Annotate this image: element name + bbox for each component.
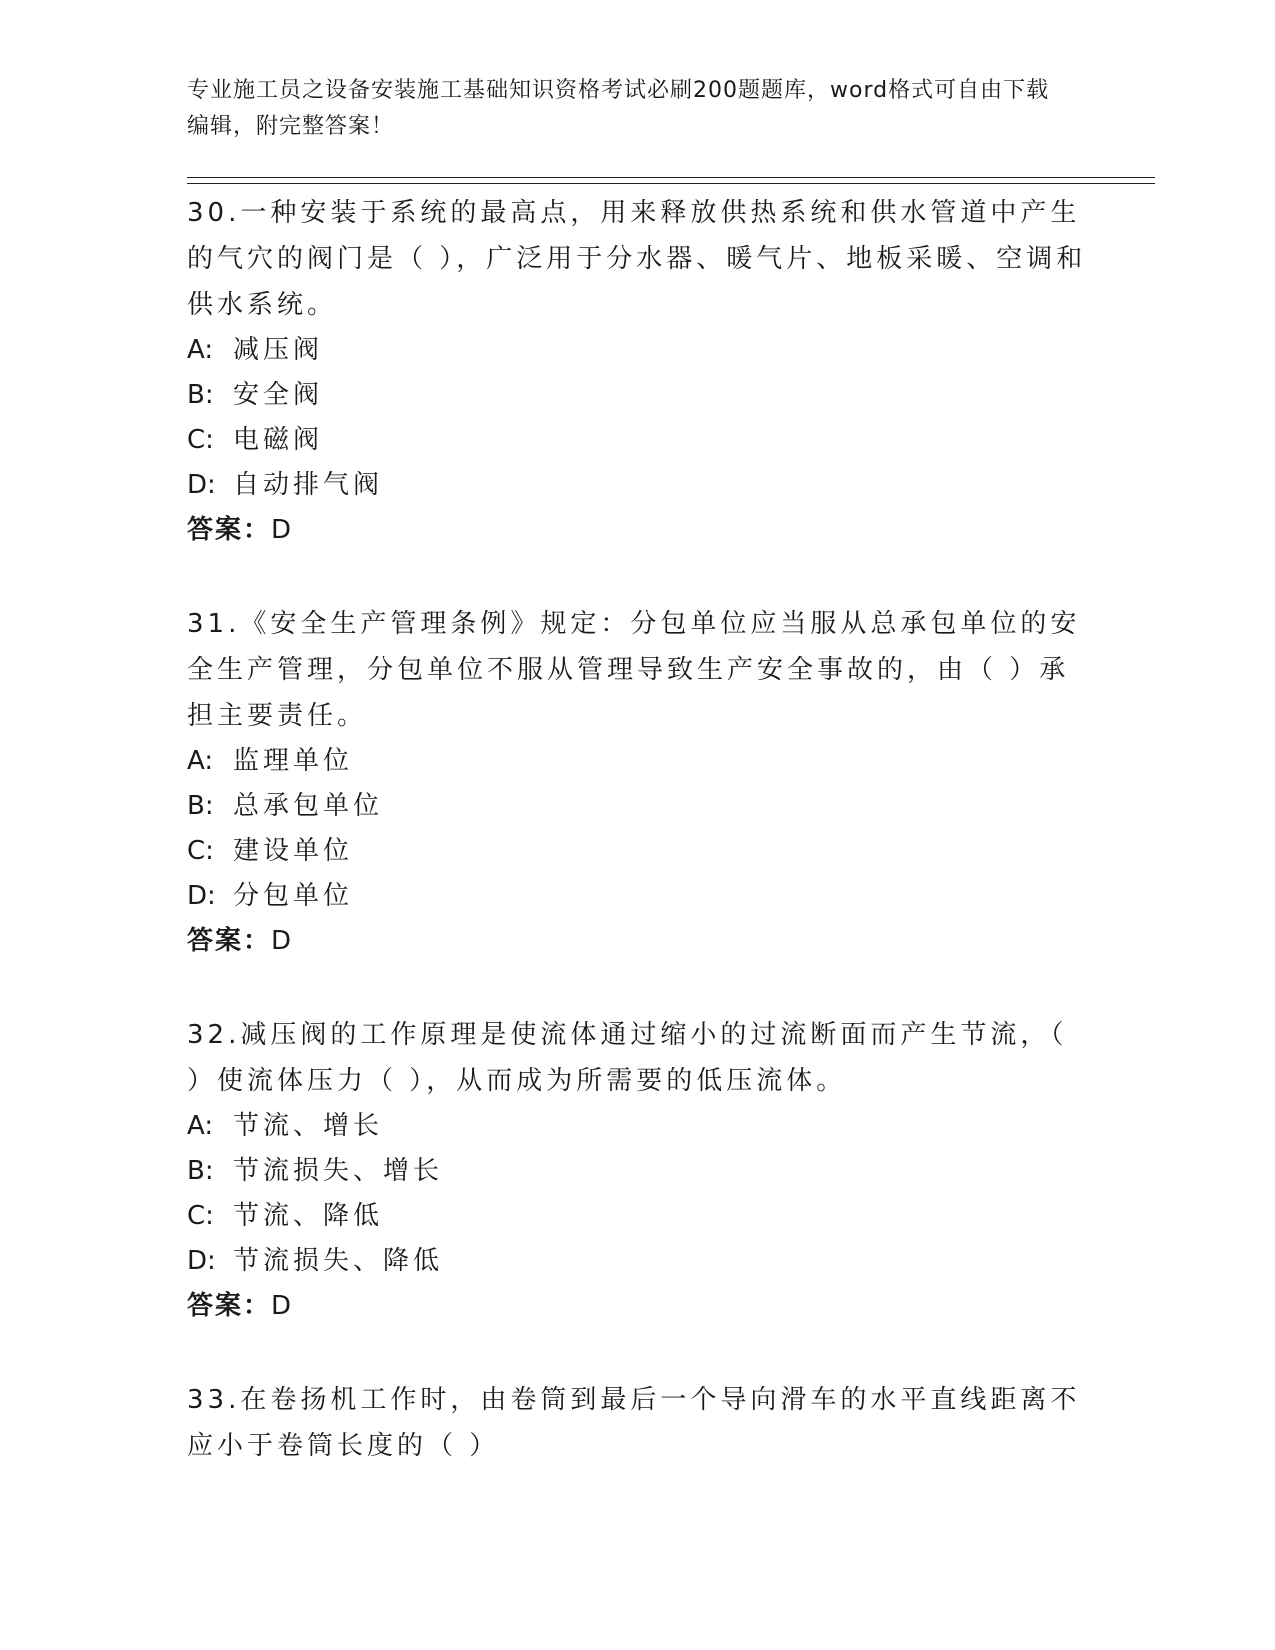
option-a xyxy=(187,1104,1087,1149)
option-c xyxy=(187,829,1087,874)
option-letter: D: xyxy=(187,881,216,911)
question-body: 减压阀的工作原理是使流体通过缩小的过流断面而产生节流，（ ）使流体压力（ ），从而成为所需要的低压流体。 xyxy=(187,1020,1068,1096)
answer-value: D xyxy=(271,515,292,545)
question-body: 一种安装于系统的最高点，用来释放供热系统和供水管道中产生的气穴的阀门是（ ），广泛用于分水器、暖气片、地板采暖、空调和供水系统。 xyxy=(187,198,1087,320)
option-text: 节流损失、增长 xyxy=(233,1156,444,1186)
option-b xyxy=(187,373,1087,418)
answer-line xyxy=(187,1284,1087,1329)
answer-value: D xyxy=(271,1291,292,1321)
option-letter: B: xyxy=(187,380,214,410)
option-text: 安全阀 xyxy=(233,380,324,410)
answer-label: 答案： xyxy=(187,1291,272,1321)
question-body: 在卷扬机工作时，由卷筒到最后一个导向滑车的水平直线距离不应小于卷筒长度的（ ） xyxy=(187,1385,1081,1461)
option-text: 分包单位 xyxy=(233,881,354,911)
option-letter: A: xyxy=(187,1111,214,1141)
option-text: 自动排气阀 xyxy=(233,470,384,500)
option-letter: C: xyxy=(187,1201,214,1231)
header-divider-top xyxy=(187,177,1155,178)
option-d xyxy=(187,874,1087,919)
question-text xyxy=(187,601,1087,739)
option-b xyxy=(187,784,1087,829)
answer-value: D xyxy=(271,926,292,956)
option-a xyxy=(187,328,1087,373)
option-letter: D: xyxy=(187,1246,216,1276)
option-text: 总承包单位 xyxy=(233,791,384,821)
option-d xyxy=(187,1239,1087,1284)
question-text xyxy=(187,1377,1087,1469)
option-letter: D: xyxy=(187,470,216,500)
option-letter: B: xyxy=(187,791,214,821)
option-d xyxy=(187,463,1087,508)
question-list xyxy=(187,190,1087,1469)
answer-label: 答案： xyxy=(187,515,272,545)
option-text: 节流、增长 xyxy=(233,1111,384,1141)
option-letter: A: xyxy=(187,335,214,365)
answer-label: 答案： xyxy=(187,926,272,956)
question-32 xyxy=(187,1012,1087,1329)
option-c xyxy=(187,418,1087,463)
header-divider-bottom xyxy=(187,183,1155,184)
option-letter: B: xyxy=(187,1156,214,1186)
question-spacer xyxy=(187,553,1087,601)
option-text: 节流、降低 xyxy=(233,1201,384,1231)
question-number: 33. xyxy=(187,1385,241,1415)
question-33 xyxy=(187,1377,1087,1469)
option-letter: C: xyxy=(187,425,214,455)
option-text: 减压阀 xyxy=(233,335,324,365)
question-30 xyxy=(187,190,1087,553)
question-31 xyxy=(187,601,1087,964)
option-text: 节流损失、降低 xyxy=(233,1246,444,1276)
question-number: 32. xyxy=(187,1020,241,1050)
question-spacer xyxy=(187,1329,1087,1377)
question-spacer xyxy=(187,964,1087,1012)
option-b xyxy=(187,1149,1087,1194)
question-text xyxy=(187,190,1087,328)
question-number: 30. xyxy=(187,198,241,228)
question-number: 31. xyxy=(187,609,241,639)
option-text: 监理单位 xyxy=(233,746,354,776)
header-title: 专业施工员之设备安装施工基础知识资格考试必刷200题题库，word格式可自由下载编辑，附完整答案！ xyxy=(187,78,1050,139)
document-header xyxy=(187,73,1067,145)
option-c xyxy=(187,1194,1087,1239)
question-body: 《安全生产管理条例》规定：分包单位应当服从总承包单位的安全生产管理，分包单位不服从管理导致生产安全事故的，由（ ）承担主要责任。 xyxy=(187,609,1081,731)
option-a xyxy=(187,739,1087,784)
answer-line xyxy=(187,508,1087,553)
option-letter: C: xyxy=(187,836,214,866)
option-letter: A: xyxy=(187,746,214,776)
question-text xyxy=(187,1012,1087,1104)
answer-line xyxy=(187,919,1087,964)
option-text: 电磁阀 xyxy=(233,425,324,455)
option-text: 建设单位 xyxy=(233,836,354,866)
